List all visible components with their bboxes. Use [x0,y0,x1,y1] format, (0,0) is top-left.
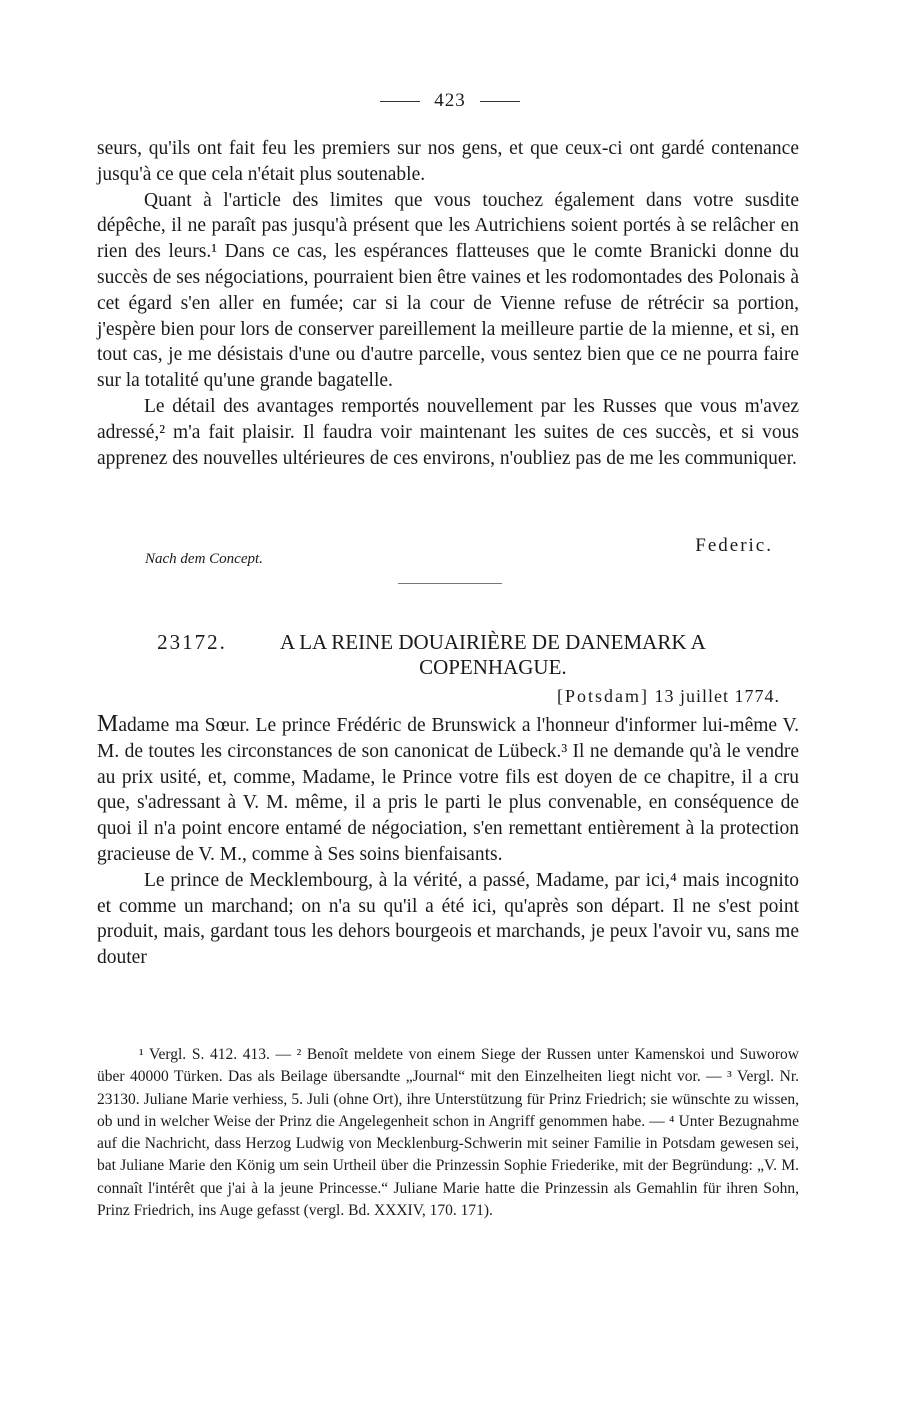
source-note: Nach dem Concept. [145,551,263,567]
letter-number: 23172. [157,630,227,654]
signature: Federic. [695,535,773,556]
letter-addressee: A LA REINE DOUAIRIÈRE DE DANEMARK A COPENHAGUE. [279,630,706,679]
paragraph: Quant à l'article des limites que vous touchez également dans votre susdite dépêche, il ne paraît pas jusqu'à présent que les Autrichiens soient portés à se relâcher en rien des leurs.¹ Dans ce cas, les espérances flatteuses que le comte Branicki donne du succès de ses négociations, pourraient bien être vaines et les rodomontades des Polonais à cet égard s'en aller en fumée; car si la cour de Vienne refuse de rétrécir sa portion, j'espère bien pour lors de conserver pareillement la meilleure partie de la mienne, et si, en tout cas, je me désistais d'une ou d'autre parcelle, vous sentez bien que ce ne pourra faire sur la totalité qu'une grande bagatelle. [97,189,799,392]
date: 13 juillet 1774. [654,686,780,706]
initial-letter: M [97,711,119,737]
date-place: [Potsdam] [557,686,649,706]
paragraph [97,712,799,868]
paragraph: Le prince de Mecklembourg, à la vérité, a passé, Madame, par ici,⁴ mais incognito et comme un marchand; on n'a su qu'il a été ici, qu'après son départ. Il ne s'est point produit, mais, gardant tous les dehors bourgeois et marchands, je peux l'avoir vu, sans me douter [97,869,799,969]
letter-body-continued [97,136,799,471]
letter-body [97,712,799,971]
header-rule-left [380,101,420,102]
section-divider [398,583,502,584]
paragraph-text: adame ma Sœur. Le prince Frédéric de Brunswick a l'honneur d'informer lui-même V. M. de toutes les circonstances de son canonicat de Lübeck.³ Il ne demande qu'à le vendre au prix usité, et, comme, Madame, le Prince votre fils est doyen de ce chapitre, il a cru que, s'adressant à V. M. même, il a pris le parti le plus convenable, en conséquence de quoi il n'a point encore entamé de négociation, s'en remettant entièrement à la protection gracieuse de V. M., comme à Ses soins bienfaisants. [97,715,799,865]
dateline [557,686,780,707]
letter-closing [97,535,799,575]
header-rule-right [480,101,520,102]
page-header [0,90,900,112]
paragraph: seurs, qu'ils ont fait feu les premiers sur nos gens, et que ceux-ci ont gardé contenance jusqu'à ce que cela n'était plus soutenable. [97,138,799,185]
paragraph: Le détail des avantages remportés nouvellement par les Russes que vous m'avez adressé,² m'a fait plaisir. Il faudra voir maintenant les suites de ces succès, et si vous apprenez des nouvelles ultérieures de ces environs, n'oubliez pas de me les communiquer. [97,395,799,469]
letter-heading [0,630,900,680]
page-number: 423 [434,90,466,111]
footnotes: ¹ Vergl. S. 412. 413. — ² Benoît meldete von einem Siege der Russen unter Kamenskoi und Suworow über 40000 Türken. Das als Beilage übersandte „Journal“ mit den Einzelheiten liegt nicht vor. — ³ Vergl. Nr. 23130. Juliane Marie verhiess, 5. Juli (ohne Ort), ihre Unterstützung für Prinz Friedrich; sie wünschte zu wissen, ob und in welcher Weise der Prinz die Angelegenheit schon in Angriff genommen habe. — ⁴ Unter Bezugnahme auf die Nachricht, dass Herzog Ludwig von Mecklenburg-Schwerin mit seiner Familie in Potsdam gewesen sei, bat Juliane Marie den König um sein Urtheil über die Prinzessin Sophie Friederike, mit der Begründung: „V. M. connaît l'intérêt que j'ai à la jeune Princesse.“ Juliane Marie hatte die Prinzessin als Gemahlin für ihren Sohn, Prinz Friedrich, ins Auge gefasst (vergl. Bd. XXXIV, 170. 171). [97,1046,799,1220]
